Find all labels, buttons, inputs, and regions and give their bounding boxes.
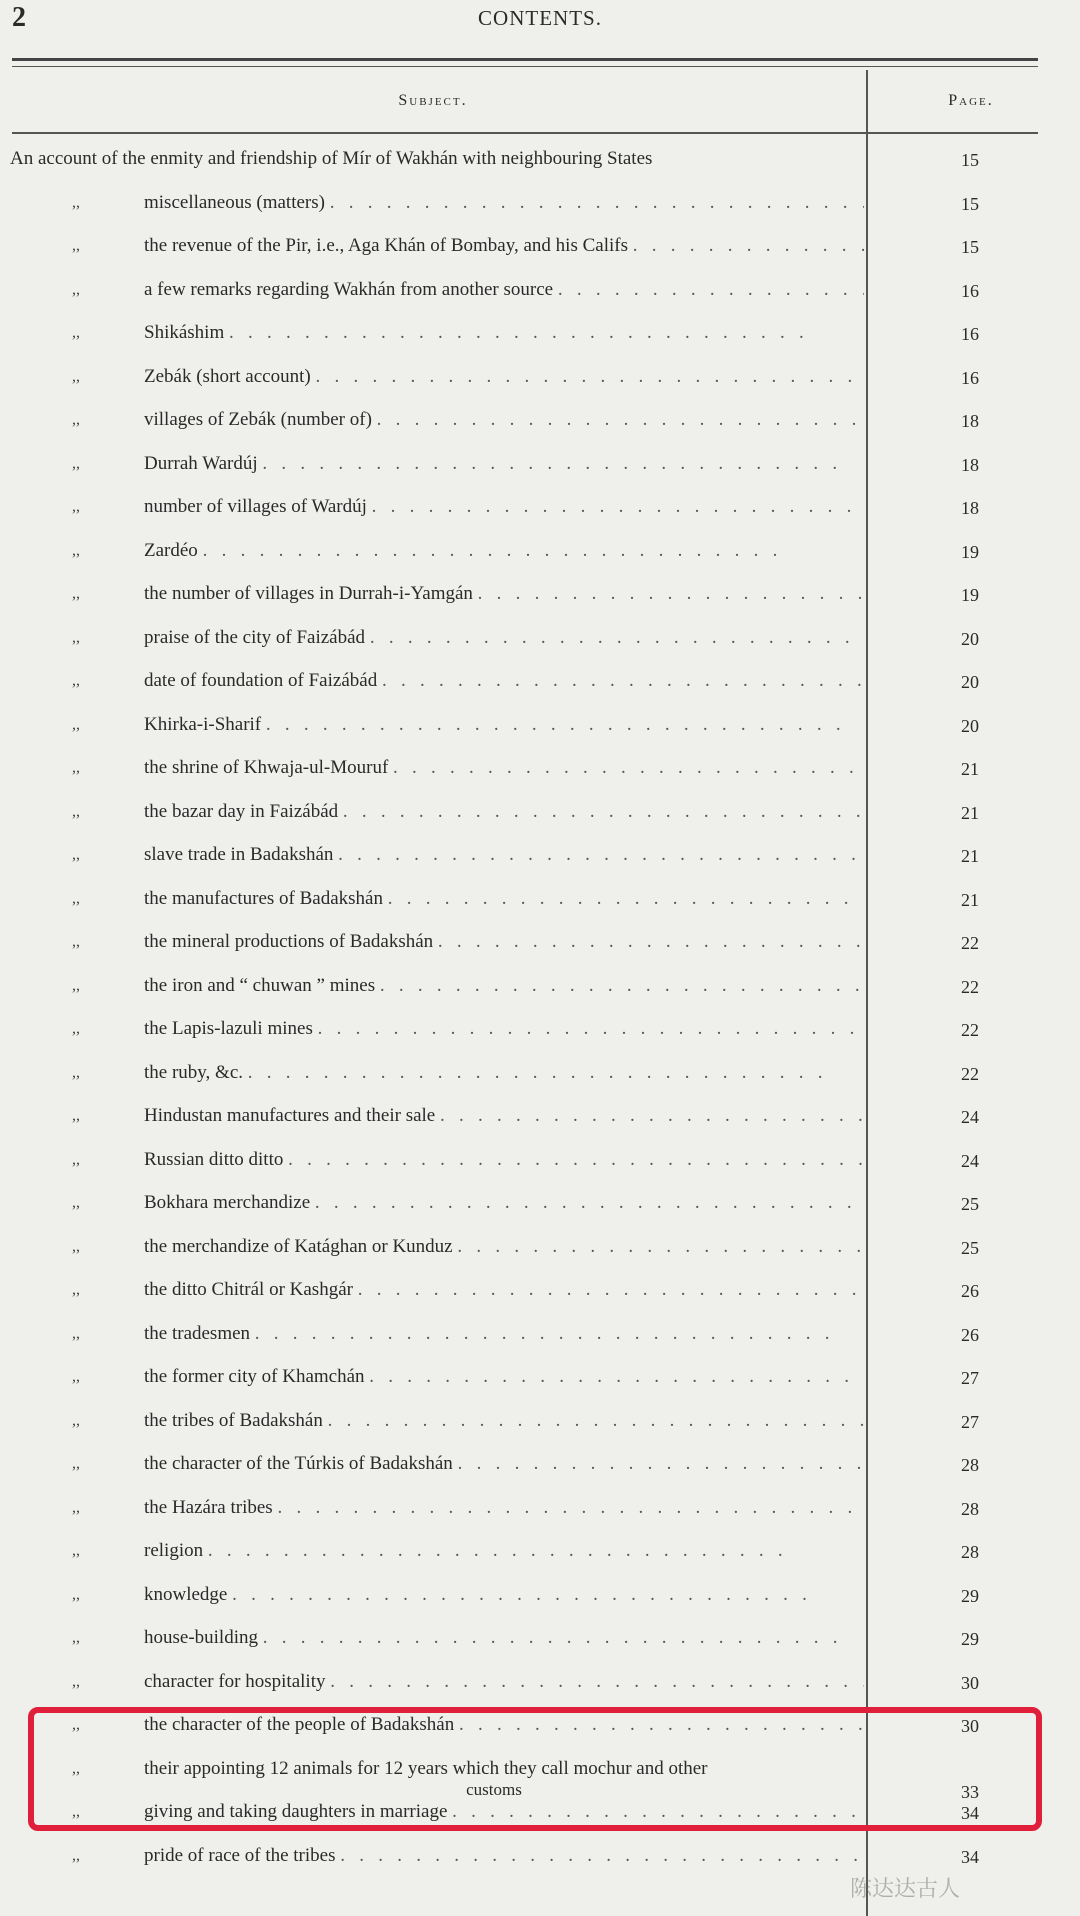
entry-page: 20 (961, 715, 979, 736)
entry-page: 26 (961, 1324, 979, 1345)
entry-subject: the bazar day in Faizábád . . (144, 801, 864, 823)
contents-row (0, 1621, 1080, 1665)
contents-row (0, 1491, 1080, 1535)
contents-row (0, 229, 1080, 273)
ditto-mark: ,, (72, 1759, 80, 1777)
entry-subject: the character of the Túrkis of Badakshán . . (144, 1453, 864, 1475)
contents-row (0, 1578, 1080, 1622)
entry-subject: giving and taking daughters in marriage . . (144, 1801, 864, 1823)
entry-page: 18 (961, 454, 979, 475)
entry-page: 28 (961, 1455, 979, 1475)
ditto-mark: ,, (72, 802, 80, 820)
contents-row (0, 447, 1080, 491)
entry-page: 33 (961, 1781, 979, 1802)
entry-page: 15 (961, 150, 979, 170)
contents-row (0, 1360, 1080, 1404)
running-head: CONTENTS. (478, 6, 602, 30)
entry-page: 30 (961, 1672, 979, 1693)
entry-subject: Durrah Wardúj . . (144, 453, 864, 475)
entry-subject: An account of the enmity and friendship of Mír of Wakhán with neighbouring States (10, 148, 653, 169)
entry-page: 16 (961, 280, 979, 301)
entry-subject: the number of villages in Durrah-i-Yamgán . . (144, 583, 864, 605)
subject-column-header: Subject. (398, 92, 468, 109)
watermark: 陈达达古人 (850, 1877, 961, 1902)
entry-subject: number of villages of Wardúj . . (144, 496, 864, 518)
contents-row (0, 1404, 1080, 1448)
ditto-mark: ,, (72, 1716, 80, 1733)
ditto-mark: ,, (72, 454, 80, 472)
entry-page: 29 (961, 1629, 979, 1649)
entry-subject: a few remarks regarding Wakhán from another source . . (144, 279, 864, 301)
entry-page: 25 (961, 1237, 979, 1258)
contents-row (0, 882, 1080, 926)
entry-page: 20 (961, 672, 979, 692)
contents-row (0, 1056, 1080, 1100)
contents-row (0, 664, 1080, 708)
ditto-mark: ,, (72, 1629, 80, 1646)
highlight-box (28, 1707, 1042, 1831)
entry-page: 22 (961, 1063, 979, 1084)
entry-page: 24 (961, 1150, 979, 1171)
entry-page: 21 (961, 759, 979, 779)
ditto-mark: ,, (72, 1194, 80, 1211)
ditto-mark: ,, (72, 1063, 80, 1081)
ditto-mark: ,, (72, 280, 80, 298)
page-number: 2 (12, 2, 26, 33)
ditto-mark: ,, (72, 1411, 80, 1429)
top-rule-thick (12, 58, 1038, 61)
entry-subject: house-building . . (144, 1627, 864, 1649)
contents-row (0, 1447, 1080, 1491)
contents-row (0, 490, 1080, 534)
entry-subject: Zebák (short account) . . (144, 366, 864, 388)
entry-page: 21 (961, 846, 979, 866)
ditto-mark: ,, (72, 759, 80, 776)
contents-row (0, 403, 1080, 447)
contents-row (0, 969, 1080, 1013)
entry-page: 21 (961, 889, 979, 910)
ditto-mark: ,, (72, 1585, 80, 1603)
entry-subject: the Hazára tribes . . (144, 1497, 864, 1519)
ditto-mark: ,, (72, 1368, 80, 1385)
entry-page: 22 (961, 933, 979, 953)
entry-subject: Zardéo . . (144, 540, 864, 562)
entry-subject: pride of race of the tribes . . (144, 1845, 864, 1867)
header-rule (12, 132, 1038, 134)
ditto-mark: ,, (72, 237, 80, 254)
contents-row (0, 1186, 1080, 1230)
page-column-header: Page. (948, 92, 994, 109)
ditto-mark: ,, (72, 1803, 80, 1820)
ditto-mark: ,, (72, 1672, 80, 1690)
contents-row (0, 925, 1080, 969)
entry-subject: Russian ditto ditto . . (144, 1149, 864, 1171)
entry-subject: the revenue of the Pir, i.e., Aga Khán of Bombay, and his Califs . . (144, 235, 864, 257)
entry-subject: Shikáshim . . (144, 322, 864, 344)
entry-page: 29 (961, 1585, 979, 1606)
contents-row (0, 1230, 1080, 1274)
contents-row (0, 795, 1080, 839)
ditto-mark: ,, (72, 1107, 80, 1124)
entry-page: 18 (961, 498, 979, 518)
entry-subject: the merchandize of Katághan or Kunduz . . (144, 1236, 864, 1258)
contents-row (0, 142, 1080, 186)
contents-row (0, 1099, 1080, 1143)
entry-page: 28 (961, 1542, 979, 1562)
contents-row (0, 1534, 1080, 1578)
ditto-mark: ,, (72, 933, 80, 950)
contents-row (0, 1012, 1080, 1056)
entry-page: 22 (961, 1020, 979, 1040)
contents-row (0, 751, 1080, 795)
entry-subject: the manufactures of Badakshán . . (144, 888, 864, 910)
ditto-mark: ,, (72, 1324, 80, 1342)
entry-page: 20 (961, 628, 979, 649)
ditto-mark: ,, (72, 1150, 80, 1168)
contents-row (0, 577, 1080, 621)
entry-page: 28 (961, 1498, 979, 1519)
contents-row (0, 838, 1080, 882)
entry-subject: their appointing 12 animals for 12 years which they call mochur and other (144, 1757, 708, 1779)
ditto-mark: ,, (72, 1281, 80, 1298)
entry-page: 30 (961, 1716, 979, 1736)
entry-subject: the ruby, &c. . . (144, 1062, 864, 1084)
entry-page: 16 (961, 324, 979, 344)
entry-subject: the tribes of Badakshán . . (144, 1410, 864, 1432)
entry-page: 15 (961, 237, 979, 257)
ditto-mark: ,, (72, 976, 80, 994)
ditto-mark: ,, (72, 628, 80, 646)
ditto-mark: ,, (72, 585, 80, 602)
entry-page: 24 (961, 1107, 979, 1127)
contents-row (0, 316, 1080, 360)
ditto-mark: ,, (72, 1542, 80, 1559)
contents-row (0, 186, 1080, 230)
entry-page: 19 (961, 585, 979, 605)
entry-subject: Khirka-i-Sharif . . (144, 714, 864, 736)
entry-page: 16 (961, 367, 979, 388)
entry-continuation: customs (466, 1779, 522, 1799)
top-rule-thin (12, 66, 1038, 67)
ditto-mark: ,, (72, 1020, 80, 1037)
contents-row (0, 1317, 1080, 1361)
ditto-mark: ,, (72, 367, 80, 385)
entry-subject: religion . . (144, 1540, 864, 1562)
ditto-mark: ,, (72, 411, 80, 428)
entry-subject: the tradesmen . . (144, 1323, 864, 1345)
contents-row (0, 273, 1080, 317)
entry-subject: slave trade in Badakshán . . (144, 844, 864, 866)
contents-row (0, 1273, 1080, 1317)
entry-subject: miscellaneous (matters) . . (144, 192, 864, 214)
entry-page: 25 (961, 1194, 979, 1214)
entry-page: 27 (961, 1411, 979, 1432)
entry-subject: Hindustan manufactures and their sale . . (144, 1105, 864, 1127)
contents-row (0, 708, 1080, 752)
entry-page: 34 (961, 1846, 979, 1867)
entry-subject: the mineral productions of Badakshán . . (144, 931, 864, 953)
entry-subject: praise of the city of Faizábád . . (144, 627, 864, 649)
entry-page: 22 (961, 976, 979, 997)
entry-subject: character for hospitality . . (144, 1671, 864, 1693)
entry-page: 27 (961, 1368, 979, 1388)
ditto-mark: ,, (72, 1455, 80, 1472)
entry-page: 34 (961, 1803, 979, 1823)
entry-subject: the former city of Khamchán . . (144, 1366, 864, 1388)
entry-subject: the iron and “ chuwan ” mines . . (144, 975, 864, 997)
ditto-mark: ,, (72, 1237, 80, 1255)
contents-row (0, 534, 1080, 578)
ditto-mark: ,, (72, 715, 80, 733)
entry-page: 26 (961, 1281, 979, 1301)
entry-page: 21 (961, 802, 979, 823)
entry-page: 18 (961, 411, 979, 431)
ditto-mark: ,, (72, 498, 80, 515)
contents-row (0, 360, 1080, 404)
ditto-mark: ,, (72, 889, 80, 907)
ditto-mark: ,, (72, 846, 80, 863)
entry-subject: the shrine of Khwaja-ul-Mouruf . . (144, 757, 864, 779)
contents-row (0, 621, 1080, 665)
contents-row (0, 1143, 1080, 1187)
ditto-mark: ,, (72, 1846, 80, 1864)
entry-subject: knowledge . . (144, 1584, 864, 1606)
entry-subject: the Lapis-lazuli mines . . (144, 1018, 864, 1040)
ditto-mark: ,, (72, 541, 80, 559)
entry-subject: Bokhara merchandize . . (144, 1192, 864, 1214)
entry-subject: villages of Zebák (number of) . . (144, 409, 864, 431)
ditto-mark: ,, (72, 193, 80, 211)
ditto-mark: ,, (72, 672, 80, 689)
entry-page: 15 (961, 193, 979, 214)
entry-subject: the character of the people of Badakshán . . (144, 1714, 864, 1736)
entry-subject: date of foundation of Faizábád . . (144, 670, 864, 692)
ditto-mark: ,, (72, 324, 80, 341)
entry-subject: the ditto Chitrál or Kashgár . . (144, 1279, 864, 1301)
entry-page: 19 (961, 541, 979, 562)
ditto-mark: ,, (72, 1498, 80, 1516)
contents-row (0, 1665, 1080, 1709)
